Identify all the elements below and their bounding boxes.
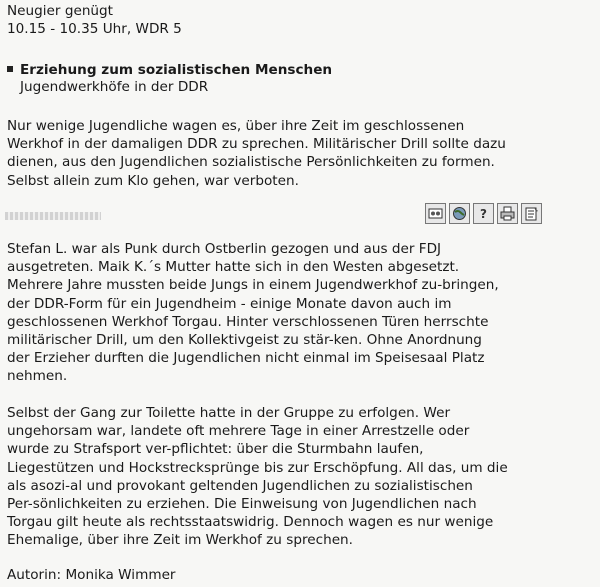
- text-line: Per-sönlichkeiten zu erziehen. Die Einweisung von Jugendlichen nach: [7, 496, 477, 513]
- scan-artifact: [5, 212, 101, 220]
- text-line: ungehorsam war, landete oft mehrere Tage in einer Arrestzelle oder: [7, 423, 470, 440]
- notes-icon[interactable]: [521, 203, 542, 224]
- text-line: Mehrere Jahre mussten beide Jungs in einem Jugendwerkhof zu-bringen,: [7, 277, 499, 294]
- text-line: der DDR-Form für ein Jugendheim - einige Monate davon auch im: [7, 295, 452, 312]
- text-line: geschlossenen Werkhof Torgau. Hinter verschlossenen Türen herrschte: [7, 313, 489, 330]
- text-line: wurde zu Strafsport ver-pflichtet: über die Sturmbahn laufen,: [7, 441, 424, 458]
- bullet-icon: [7, 66, 13, 72]
- help-icon[interactable]: [473, 203, 494, 224]
- print-icon[interactable]: [497, 203, 518, 224]
- author-credit: Autorin: Monika Wimmer: [7, 567, 176, 583]
- article-toolbar: [425, 203, 542, 224]
- intro-paragraph: [7, 117, 587, 190]
- audio-icon[interactable]: [425, 203, 446, 224]
- text-line: Ehemalige, über ihre Zeit im Werkhof zu sprechen.: [7, 532, 353, 549]
- article-title: Erziehung zum sozialistischen Menschen: [20, 62, 333, 78]
- text-line: Stefan L. war als Punk durch Ostberlin gezogen und aus der FDJ: [7, 241, 442, 257]
- text-line: militärischer Drill, um den Kollektivgeist zu stär-ken. Ohne Anordnung: [7, 332, 482, 349]
- text-line: Nur wenige Jugendliche wagen es, über ihre Zeit im geschlossenen: [7, 118, 465, 134]
- article-subtitle: Jugendwerkhöfe in der DDR: [20, 79, 209, 95]
- text-line: Selbst der Gang zur Toilette hatte in der Gruppe zu erfolgen. Wer: [7, 405, 451, 421]
- text-line: Torgau gilt heute als rechtsstaatswidrig. Dennoch wagen es nur wenige: [7, 514, 494, 531]
- text-line: Selbst allein zum Klo gehen, war verboten.: [7, 172, 299, 189]
- globe-icon[interactable]: [449, 203, 470, 224]
- program-name: Neugier genügt: [7, 3, 114, 19]
- svg-text:?: ?: [480, 207, 487, 221]
- body-paragraph-1: [7, 240, 587, 386]
- text-line: der Erzieher durften die Jugendlichen nicht einmal im Speisesaal Platz: [7, 350, 485, 367]
- text-line: als asozi-al und provokant geltenden Jugendlichen zu sozialistischen: [7, 477, 473, 494]
- text-line: Liegestützen und Hockstrecksprünge bis zur Erschöpfung. All das, um die: [7, 459, 508, 476]
- text-line: dienen, aus den Jugendlichen sozialistische Persönlichkeiten zu formen.: [7, 154, 495, 171]
- broadcast-time: 10.15 - 10.35 Uhr, WDR 5: [7, 21, 182, 37]
- program-header: [7, 2, 182, 38]
- body-paragraph-2: [7, 404, 587, 550]
- text-line: Werkhof in der damaligen DDR zu sprechen. Militärischer Drill sollte dazu: [7, 136, 506, 153]
- text-line: nehmen.: [7, 368, 68, 385]
- text-line: ausgetreten. Maik K.´s Mutter hatte sich in den Westen abgesetzt.: [7, 259, 460, 276]
